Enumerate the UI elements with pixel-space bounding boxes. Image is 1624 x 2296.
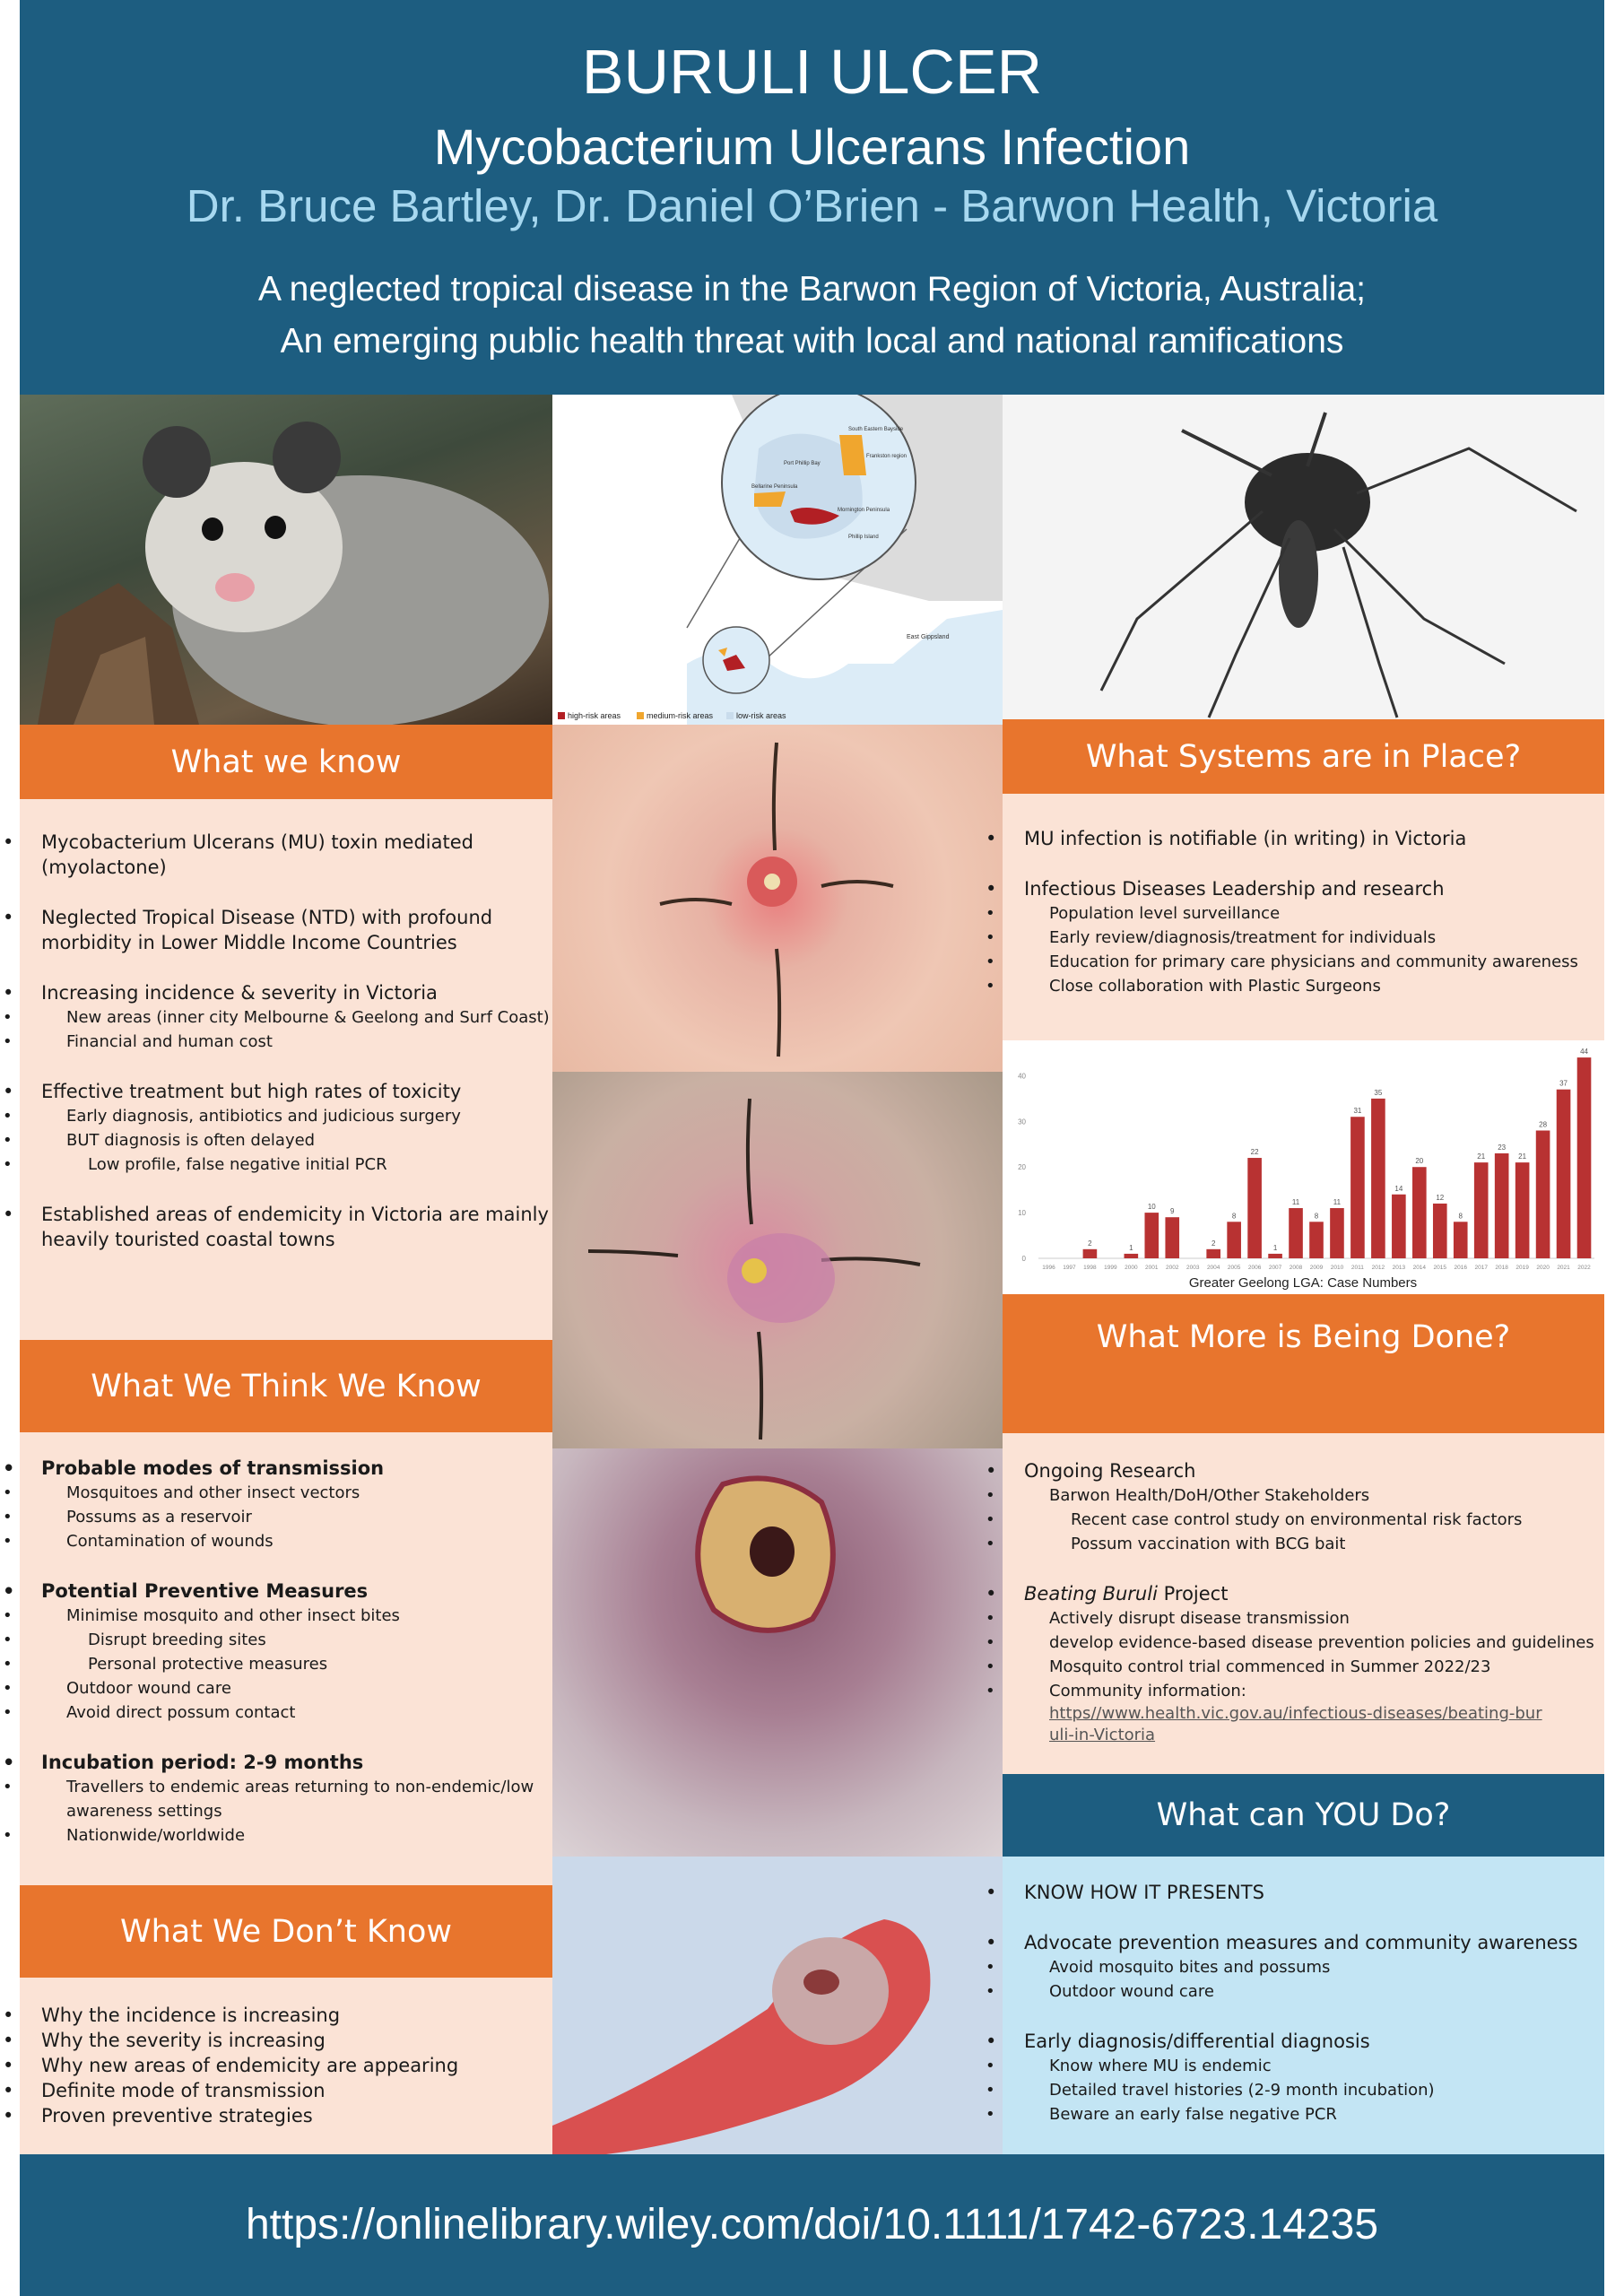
systems-bullet-item	[1003, 826, 1604, 851]
chart-bar	[1268, 1254, 1282, 1258]
bullet-text: Why the incidence is increasing	[41, 2005, 341, 2026]
chart-x-tick-label: 2018	[1495, 1265, 1508, 1271]
more-bullet-item	[1003, 1679, 1604, 1703]
chart-x-tick-label: 2012	[1371, 1265, 1385, 1271]
chart-x-axis-label: Greater Geelong LGA: Case Numbers	[1188, 1275, 1418, 1291]
lesion-photo-hand	[552, 1857, 1003, 2154]
chart-bar	[1165, 1217, 1179, 1258]
bullet-text: Possums as a reservoir	[66, 1508, 252, 1526]
systems-bullet-item	[1003, 901, 1604, 926]
chart-bar	[1330, 1208, 1344, 1258]
case-numbers-chart-svg	[1003, 1040, 1604, 1294]
chart-x-tick-label: 2005	[1227, 1265, 1241, 1271]
bullet-text: Low profile, false negative initial PCR	[88, 1155, 387, 1174]
case-numbers-chart	[1003, 1040, 1604, 1294]
chart-y-tick-label: 20	[1018, 1163, 1026, 1172]
chart-data-label: 12	[1436, 1193, 1445, 1202]
what-systems-panel	[1003, 794, 1604, 1040]
bullet-text: Recent case control study on environmental risk factors	[1071, 1510, 1523, 1529]
what-more-heading: What More is Being Done?	[1003, 1294, 1604, 1433]
bullet-text: BUT diagnosis is often delayed	[66, 1131, 316, 1150]
more-bullet-item	[1003, 1532, 1604, 1556]
chart-x-tick-label: 1997	[1063, 1265, 1076, 1271]
victoria-risk-map	[552, 395, 1003, 725]
think-bullet-item	[20, 1628, 552, 1652]
poster-authors: Dr. Bruce Bartley, Dr. Daniel O’Brien - Barwon Health, Victoria	[186, 180, 1438, 231]
dont-bullet-item	[20, 2103, 552, 2128]
what-more-panel	[1003, 1433, 1604, 1774]
bullet-text: Disrupt breeding sites	[88, 1631, 266, 1649]
bullet-text: develop evidence-based disease prevention policies and guidelines	[1049, 1633, 1594, 1652]
bullet-text: Ongoing Research	[1024, 1460, 1196, 1482]
what-we-dont-know-list	[20, 1978, 552, 2128]
possum-photo	[20, 395, 552, 725]
chart-data-label: 20	[1415, 1157, 1424, 1166]
chart-data-label: 11	[1291, 1198, 1300, 1207]
chart-data-label: 35	[1374, 1088, 1383, 1097]
chart-bar	[1289, 1208, 1303, 1258]
bullet-text: Early diagnosis/differential diagnosis	[1024, 2031, 1370, 2052]
think-bullet-item	[20, 1823, 552, 1848]
think-bullet-item	[20, 1652, 552, 1676]
chart-bar	[1227, 1222, 1241, 1258]
bullet-text: Why the severity is increasing	[41, 2030, 326, 2051]
chart-data-label: 28	[1539, 1120, 1548, 1129]
chart-data-label: 11	[1333, 1198, 1342, 1207]
bullet-text: Mosquito control trial commenced in Summer 2022/23	[1049, 1657, 1491, 1676]
systems-bullet-item	[1003, 950, 1604, 974]
bullet-text: Project	[1163, 1583, 1229, 1605]
more-bullet-item	[1003, 1606, 1604, 1631]
chart-data-label: 8	[1314, 1212, 1319, 1221]
chart-x-tick-label: 2001	[1145, 1265, 1159, 1271]
chart-x-tick-label: 2007	[1268, 1265, 1282, 1271]
bullet-text: Definite mode of transmission	[41, 2080, 326, 2101]
bullet-text: Avoid mosquito bites and possums	[1049, 1958, 1331, 1977]
bullet-text: Increasing incidence & severity in Victoria	[41, 982, 438, 1004]
what-can-you-do-panel	[1003, 1857, 1604, 2154]
what-can-you-do-list	[1003, 1857, 1604, 2126]
chart-x-tick-label: 2011	[1350, 1265, 1364, 1271]
chart-data-label: 8	[1231, 1212, 1237, 1221]
chart-bar	[1144, 1213, 1159, 1258]
more-bullet-item	[1003, 1655, 1604, 1679]
chart-bar	[1474, 1162, 1489, 1258]
bullet-text: Close collaboration with Plastic Surgeons	[1049, 977, 1381, 996]
poster-description	[20, 264, 1604, 368]
bullet-text: Community information:	[1049, 1682, 1246, 1700]
chart-bar	[1557, 1090, 1571, 1258]
dont-bullet-item	[20, 2078, 552, 2103]
bullet-text: Outdoor wound care	[66, 1679, 231, 1698]
chart-data-label: 22	[1250, 1148, 1259, 1157]
think-bullet-item	[20, 1775, 552, 1823]
you-bullet-item	[1003, 1979, 1604, 2004]
bullet-text: Neglected Tropical Disease (NTD) with profound morbidity in Lower Middle Income Countries	[41, 907, 493, 953]
chart-x-tick-label: 2000	[1125, 1265, 1138, 1271]
chart-x-tick-label: 2010	[1330, 1265, 1344, 1271]
bullet-text: Early review/diagnosis/treatment for individuals	[1049, 928, 1437, 947]
what-we-know-panel	[20, 799, 552, 1340]
chart-bar	[1309, 1222, 1324, 1258]
what-we-dont-know-heading: What We Don’t Know	[20, 1885, 552, 1978]
what-we-think-we-know-heading: What We Think We Know	[20, 1340, 552, 1432]
chart-data-label: 21	[1518, 1152, 1527, 1161]
bullet-text: Actively disrupt disease transmission	[1049, 1609, 1350, 1628]
know-bullet-item	[20, 1030, 552, 1054]
bullet-text: Nationwide/worldwide	[66, 1826, 246, 1845]
lesion-photo-nodule	[552, 1072, 1003, 1448]
think-bullet-item	[20, 1676, 552, 1700]
chart-bar	[1083, 1249, 1098, 1258]
chart-data-label: 1	[1129, 1243, 1133, 1252]
map-legend-low: low-risk areas	[736, 711, 786, 720]
systems-bullet-item	[1003, 974, 1604, 998]
bullet-italic-prefix: Beating Buruli	[1024, 1583, 1158, 1605]
what-we-know-heading: What we know	[20, 725, 552, 799]
chart-x-tick-label: 1996	[1042, 1265, 1055, 1271]
bullet-text: Mycobacterium Ulcerans (MU) toxin mediated (myolactone)	[41, 831, 473, 878]
bullet-text: Beware an early false negative PCR	[1049, 2105, 1337, 2124]
bullet-text: Education for primary care physicians and community awareness	[1049, 952, 1578, 971]
bullet-text: KNOW HOW IT PRESENTS	[1024, 1882, 1264, 1903]
chart-bar	[1433, 1204, 1447, 1258]
chart-x-tick-label: 2008	[1289, 1265, 1303, 1271]
chart-data-label: 8	[1458, 1212, 1463, 1221]
map-legend-high: high-risk areas	[568, 711, 621, 720]
chart-data-label: 37	[1559, 1079, 1568, 1088]
chart-data-label: 10	[1147, 1203, 1156, 1212]
what-can-you-do-heading: What can YOU Do?	[1003, 1774, 1604, 1857]
chart-y-tick-label: 30	[1018, 1118, 1026, 1126]
dont-bullet-item	[20, 2053, 552, 2078]
what-we-know-list	[20, 799, 552, 1252]
chart-bar	[1515, 1162, 1530, 1258]
chart-y-tick-label: 10	[1018, 1209, 1026, 1218]
think-bullet-item	[20, 1481, 552, 1505]
chart-x-tick-label: 2003	[1185, 1265, 1200, 1271]
bullet-text: Know where MU is endemic	[1049, 2057, 1272, 2075]
what-systems-list	[1003, 794, 1604, 998]
bullet-text: Advocate prevention measures and community awareness	[1024, 1932, 1578, 1953]
chart-data-label: 31	[1353, 1107, 1362, 1116]
chart-y-tick-label: 0	[1021, 1255, 1026, 1263]
map-label-frankston: Frankston region	[866, 454, 908, 459]
chart-bar	[1371, 1099, 1385, 1258]
know-bullet-item	[20, 905, 552, 955]
map-label-phillip-island: Phillip Island	[848, 535, 879, 540]
think-bullet-item	[20, 1700, 552, 1725]
bullet-text: Probable modes of transmission	[41, 1457, 385, 1479]
lesion-photo-early	[552, 725, 1003, 1072]
poster-title: BURULI ULCER	[581, 37, 1043, 107]
what-systems-heading: What Systems are in Place?	[1003, 719, 1604, 794]
mosquito-photo	[1003, 395, 1604, 719]
know-bullet-item	[20, 1005, 552, 1030]
lesion-photo-ulcer	[552, 1448, 1003, 1857]
you-bullet-item	[1003, 2029, 1604, 2054]
chart-data-label: 9	[1170, 1207, 1175, 1216]
chart-data-label: 44	[1580, 1048, 1588, 1057]
bullet-text: Why new areas of endemicity are appearing	[41, 2055, 459, 2076]
chart-y-tick-label: 40	[1018, 1072, 1026, 1081]
bullet-text: Incubation period: 2-9 months	[41, 1752, 364, 1773]
poster-header	[20, 0, 1604, 395]
what-we-think-we-know-list	[20, 1432, 552, 1848]
bullet-text: Infectious Diseases Leadership and research	[1024, 878, 1445, 900]
chart-x-tick-label: 1998	[1083, 1265, 1097, 1271]
chart-x-tick-label: 2014	[1412, 1265, 1427, 1271]
think-bullet-item	[20, 1505, 552, 1529]
chart-x-tick-label: 2019	[1515, 1265, 1529, 1271]
know-bullet-item	[20, 1152, 552, 1177]
chart-bar	[1536, 1131, 1550, 1258]
chart-bar	[1125, 1254, 1139, 1258]
map-label-port-phillip-bay: Port Phillip Bay	[784, 461, 821, 466]
bullet-text: Contamination of wounds	[66, 1532, 274, 1551]
bullet-text: Proven preventive strategies	[41, 2105, 313, 2126]
you-bullet-item	[1003, 2054, 1604, 2078]
bullet-text: Early diagnosis, antibiotics and judicious surgery	[66, 1107, 461, 1126]
chart-data-label: 21	[1477, 1152, 1486, 1161]
more-bullet-item	[1003, 1581, 1604, 1606]
more-bullet-item	[1003, 1483, 1604, 1508]
bullet-text: Travellers to endemic areas returning to non-endemic/low awareness settings	[66, 1778, 534, 1821]
map-label-mornington: Mornington Peninsula	[838, 508, 890, 513]
chart-data-label: 23	[1498, 1143, 1507, 1152]
bullet-text: Barwon Health/DoH/Other Stakeholders	[1049, 1486, 1370, 1505]
chart-x-tick-label: 2017	[1474, 1265, 1488, 1271]
chart-bar	[1206, 1249, 1220, 1258]
think-bullet-item	[20, 1456, 552, 1481]
what-we-dont-know-panel	[20, 1978, 552, 2154]
bullet-text: Population level surveillance	[1049, 904, 1281, 923]
map-label-east-gippsland: East Gippsland	[907, 634, 950, 640]
footer-doi-link[interactable]: https://onlinelibrary.wiley.com/doi/10.1111/1742-6723.14235	[20, 2154, 1604, 2296]
more-bullet-item	[1003, 1508, 1604, 1532]
bullet-text: Outdoor wound care	[1049, 1982, 1214, 2001]
map-legend-medium: medium-risk areas	[647, 711, 714, 720]
map-label-south-eastern-bayside: South Eastern Bayside	[848, 427, 904, 432]
beating-buruli-link[interactable]: https//www.health.vic.gov.au/infectious-diseases/beating-buruli-in-Victoria	[1049, 1704, 1542, 1744]
chart-data-label: 14	[1394, 1184, 1403, 1193]
chart-x-tick-label: 2004	[1206, 1265, 1220, 1271]
you-bullet-item	[1003, 1880, 1604, 1905]
what-more-list	[1003, 1433, 1604, 1703]
know-bullet-item	[20, 1104, 552, 1128]
bullet-text: New areas (inner city Melbourne & Geelong and Surf Coast)	[66, 1008, 550, 1027]
you-bullet-item	[1003, 1930, 1604, 1955]
you-bullet-item	[1003, 2102, 1604, 2126]
chart-x-tick-label: 1999	[1104, 1265, 1117, 1271]
chart-bar	[1350, 1117, 1365, 1258]
poster-subtitle: Mycobacterium Ulcerans Infection	[433, 118, 1191, 175]
think-bullet-item	[20, 1578, 552, 1604]
more-bullet-item	[1003, 1631, 1604, 1655]
map-label-bellarine: Bellarine Peninsula	[751, 484, 798, 490]
bullet-text: Established areas of endemicity in Victoria are mainly heavily touristed coastal towns	[41, 1204, 549, 1250]
systems-bullet-item	[1003, 926, 1604, 950]
chart-bar	[1577, 1057, 1592, 1258]
bullet-text: Detailed travel histories (2-9 month incubation)	[1049, 2081, 1435, 2100]
bullet-text: MU infection is notifiable (in writing) in Victoria	[1024, 828, 1467, 849]
think-bullet-item	[20, 1750, 552, 1775]
bullet-text: Minimise mosquito and other insect bites	[66, 1606, 400, 1625]
think-bullet-item	[20, 1529, 552, 1553]
chart-x-tick-label: 2020	[1536, 1265, 1550, 1271]
chart-x-tick-label: 2021	[1557, 1265, 1570, 1271]
bullet-text: Effective treatment but high rates of toxicity	[41, 1081, 462, 1102]
dont-bullet-item	[20, 2003, 552, 2028]
chart-data-label: 2	[1088, 1239, 1092, 1248]
chart-x-tick-label: 2015	[1433, 1265, 1447, 1271]
think-bullet-item	[20, 1604, 552, 1628]
chart-bar	[1392, 1195, 1406, 1258]
dont-bullet-item	[20, 2028, 552, 2053]
bullet-text: Financial and human cost	[66, 1032, 273, 1051]
chart-x-tick-label: 2013	[1392, 1265, 1406, 1271]
know-bullet-item	[20, 1079, 552, 1104]
chart-bar	[1412, 1167, 1427, 1258]
chart-bar	[1247, 1158, 1262, 1258]
description-line-2: An emerging public health threat with local and national ramifications	[280, 322, 1344, 361]
chart-bar	[1454, 1222, 1468, 1258]
what-we-think-we-know-panel	[20, 1432, 552, 1885]
bullet-text: Avoid direct possum contact	[66, 1703, 296, 1722]
chart-data-label: 1	[1272, 1243, 1278, 1252]
chart-data-label: 2	[1211, 1239, 1216, 1248]
bullet-text: Potential Preventive Measures	[41, 1580, 369, 1602]
bullet-text: Mosquitoes and other insect vectors	[66, 1483, 360, 1502]
know-bullet-item	[20, 1128, 552, 1152]
chart-x-tick-label: 2016	[1454, 1265, 1467, 1271]
systems-bullet-item	[1003, 876, 1604, 901]
bullet-text: Personal protective measures	[88, 1655, 328, 1674]
know-bullet-item	[20, 980, 552, 1005]
bullet-text: Possum vaccination with BCG bait	[1071, 1535, 1346, 1553]
chart-x-tick-label: 2022	[1577, 1265, 1591, 1271]
chart-x-tick-label: 2002	[1166, 1265, 1179, 1271]
know-bullet-item	[20, 830, 552, 880]
you-bullet-item	[1003, 2078, 1604, 2102]
description-line-1: A neglected tropical disease in the Barwon Region of Victoria, Australia;	[257, 270, 1366, 309]
chart-x-tick-label: 2006	[1247, 1265, 1262, 1271]
know-bullet-item	[20, 1202, 552, 1252]
chart-bar	[1495, 1153, 1509, 1258]
you-bullet-item	[1003, 1955, 1604, 1979]
more-bullet-item	[1003, 1458, 1604, 1483]
chart-x-tick-label: 2009	[1309, 1265, 1324, 1271]
